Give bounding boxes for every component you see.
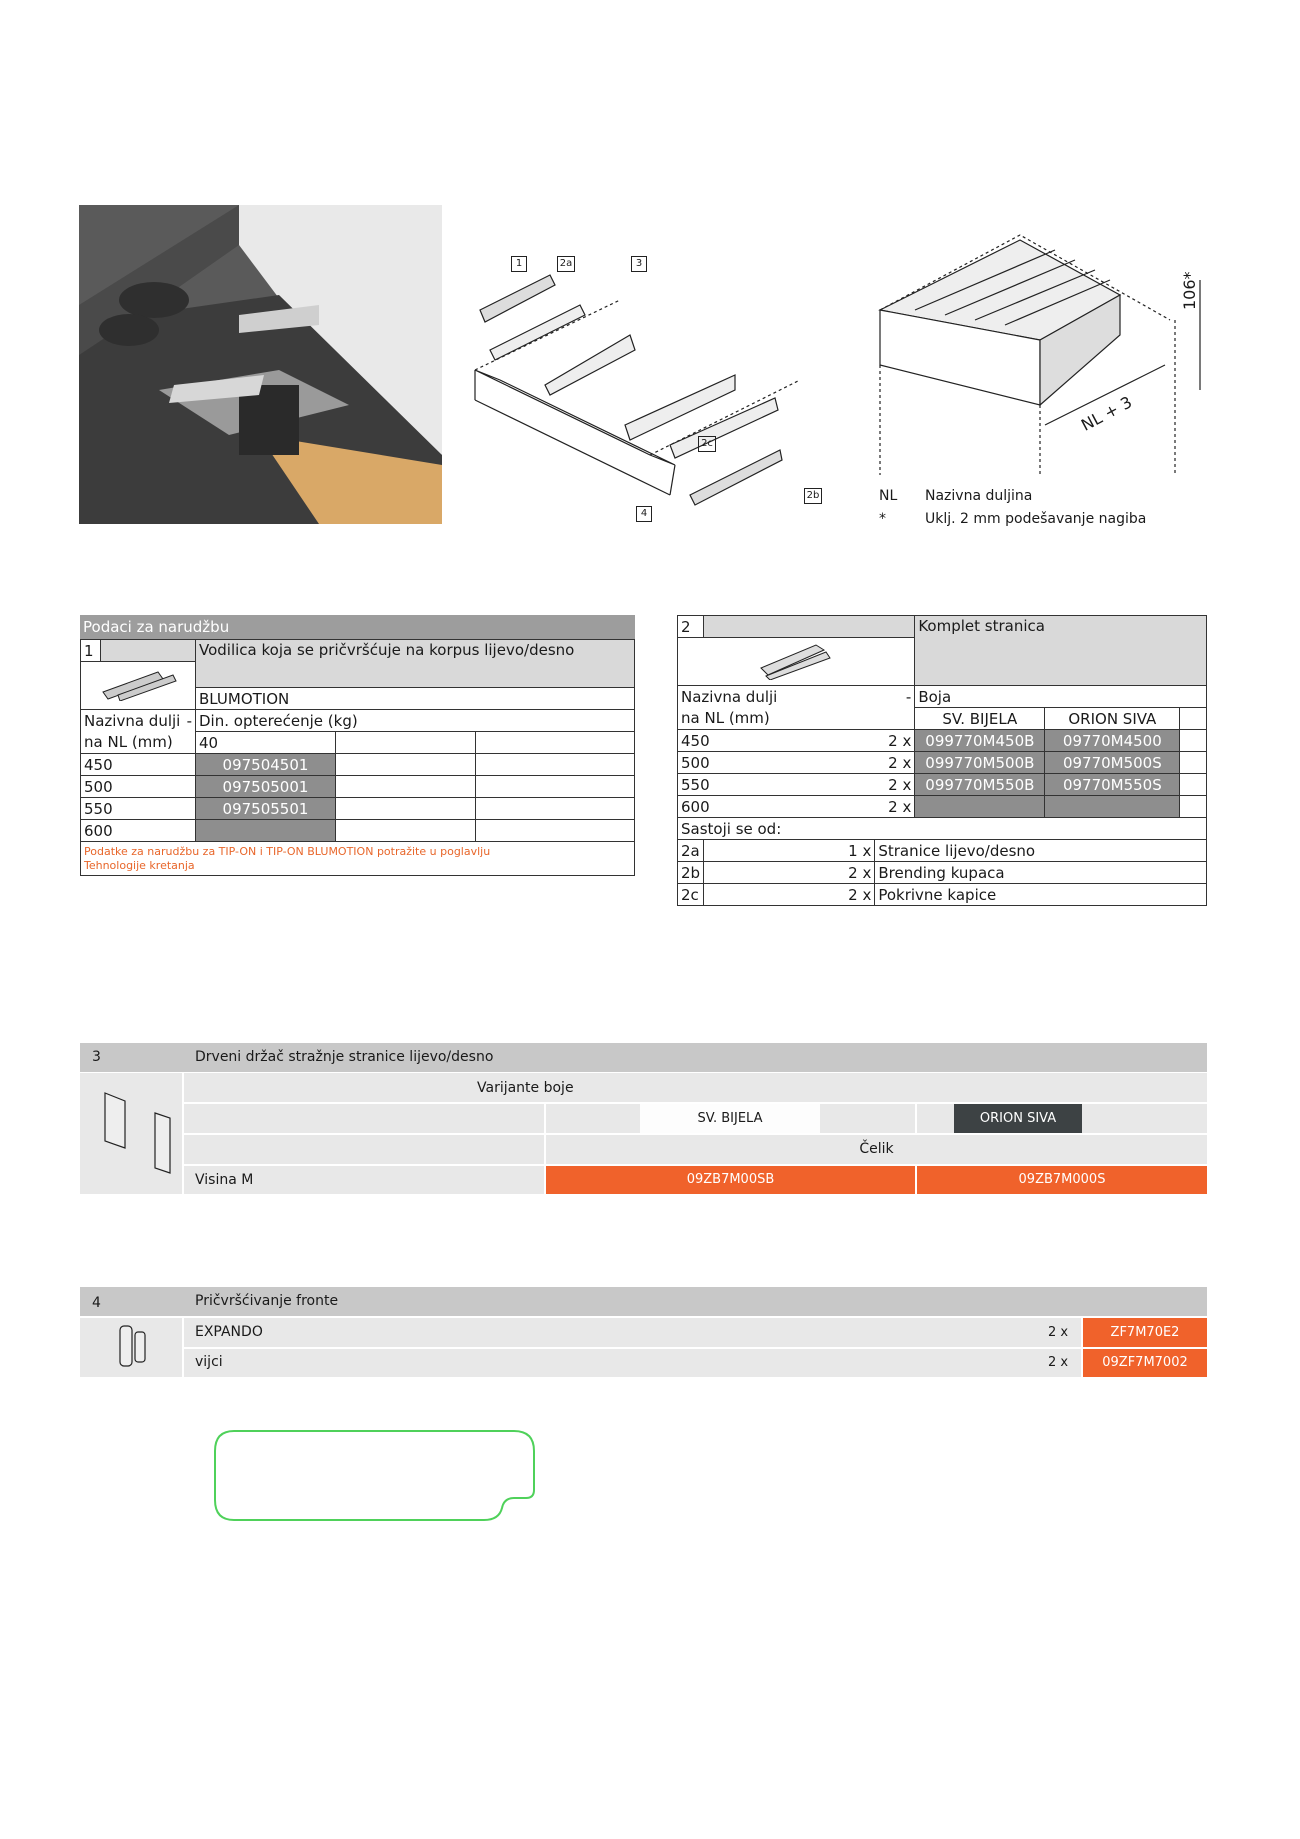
article-code: 097505501: [196, 798, 336, 820]
section-3: [80, 1043, 1207, 1194]
callout-3: 3: [631, 256, 647, 272]
section-4-image-cell: [80, 1318, 182, 1377]
table-row: [81, 820, 635, 842]
table1-brand: BLUMOTION: [196, 688, 635, 710]
empty-cell: [1180, 708, 1207, 730]
part-qty: 2 x: [704, 884, 875, 906]
empty-cell: [336, 732, 476, 754]
qty: 2 x: [875, 774, 915, 796]
list-item: [678, 840, 1207, 862]
empty-cell: [336, 776, 476, 798]
section-4: [80, 1287, 1207, 1377]
section-4-num: 4: [92, 1295, 101, 1311]
part-name: Brending kupaca: [875, 862, 1207, 884]
article-code: 09770M550S: [1045, 774, 1180, 796]
empty-tab-frame: [214, 1430, 536, 1526]
nl-value: 550: [678, 774, 875, 796]
part-id: 2c: [678, 884, 704, 906]
list-item: [678, 884, 1207, 906]
table-row: [678, 774, 1207, 796]
order-table-1: [80, 615, 635, 876]
dim-height-label: 106*: [1180, 271, 1199, 310]
nl-value: 600: [678, 796, 875, 818]
row-bg: [184, 1073, 1207, 1102]
table1-note: Podatke za narudžbu za TIP-ON i TIP-ON BLUMOTION potražite u poglavlju Tehnologije kretanja: [81, 842, 635, 876]
section-3-title: Drveni držač stražnje stranice lijevo/desno: [195, 1049, 494, 1065]
section-3-code2: 09ZB7M000S: [917, 1166, 1207, 1194]
section-3-color1: SV. BIJELA: [640, 1104, 820, 1133]
table2-col-a1: Nazivna dulji: [681, 687, 778, 706]
nl-value: 450: [81, 754, 196, 776]
table2-image-cell: [704, 616, 915, 638]
order-table-2: [677, 615, 1207, 906]
empty-cell: [1180, 796, 1207, 818]
callout-2a: 2a: [557, 256, 575, 272]
section-4-title: Pričvršćivanje fronte: [195, 1293, 339, 1309]
legend-text: Uklj. 2 mm podešavanje nagiba: [925, 511, 1147, 527]
row-bg: [184, 1349, 1081, 1377]
empty-cell: [336, 754, 476, 776]
runner-thumbnail: [81, 662, 196, 710]
empty-cell: [1180, 774, 1207, 796]
table1-load: 40: [196, 732, 336, 754]
nl-value: 550: [81, 798, 196, 820]
table-row: [81, 754, 635, 776]
table1-desc: Vodilica koja se pričvršćuje na korpus lijevo/desno: [196, 640, 635, 688]
section-4-item-qty: 2 x: [1048, 1325, 1069, 1340]
row-bg: [184, 1104, 544, 1133]
table2-color2: ORION SIVA: [1045, 708, 1180, 730]
article-code: [915, 796, 1045, 818]
nl-value: 500: [81, 776, 196, 798]
qty: 2 x: [875, 752, 915, 774]
article-code: 099770M450B: [915, 730, 1045, 752]
callout-4: 4: [636, 506, 652, 522]
empty-cell: [1180, 752, 1207, 774]
article-code: 099770M550B: [915, 774, 1045, 796]
table2-color1: SV. BIJELA: [915, 708, 1045, 730]
table1-title: Podaci za narudžbu: [80, 615, 635, 639]
section-4-item-name: vijci: [195, 1354, 223, 1370]
section-3-material: Čelik: [546, 1135, 1207, 1164]
empty-cell: [476, 732, 635, 754]
nl-value: 500: [678, 752, 875, 774]
legend: [879, 488, 1146, 534]
table-row: [678, 752, 1207, 774]
kitchen-drawer-photo: [79, 205, 442, 524]
table1-col-b: Din. opterećenje (kg): [196, 710, 635, 732]
part-qty: 1 x: [704, 840, 875, 862]
qty: 2 x: [875, 730, 915, 752]
row-bg: [184, 1135, 544, 1164]
table-row: [678, 796, 1207, 818]
row-bg: [184, 1318, 1081, 1347]
qty: 2 x: [875, 796, 915, 818]
side-panel-thumbnail: [678, 638, 915, 686]
table-row: [81, 798, 635, 820]
section-3-row-label: Visina M: [195, 1172, 254, 1188]
empty-cell: [336, 798, 476, 820]
article-code: 099770M500B: [915, 752, 1045, 774]
empty-cell: [336, 820, 476, 842]
section-3-image-cell: [80, 1073, 182, 1194]
nl-value: 600: [81, 820, 196, 842]
list-item: [678, 862, 1207, 884]
dim-width-label: NL + 3: [1078, 392, 1136, 435]
article-code: 097505001: [196, 776, 336, 798]
callout-2c: 2c: [698, 436, 716, 452]
legend-key: NL: [879, 488, 898, 504]
drawer-dimension-diagram: [870, 225, 1215, 490]
table-row: [678, 730, 1207, 752]
part-name: Pokrivne kapice: [875, 884, 1207, 906]
table2-desc: Komplet stranica: [915, 616, 1207, 686]
nl-value: 450: [678, 730, 875, 752]
section-3-color2: ORION SIVA: [954, 1104, 1082, 1133]
part-id: 2a: [678, 840, 704, 862]
table1-image-cell: [101, 640, 196, 662]
exploded-assembly-diagram: [470, 250, 830, 525]
table2-consists: Sastoji se od:: [678, 818, 1207, 840]
section-3-variants: Varijante boje: [477, 1080, 574, 1096]
section-4-item-code: ZF7M70E2: [1083, 1318, 1207, 1347]
legend-key: *: [879, 511, 886, 527]
part-qty: 2 x: [704, 862, 875, 884]
table1-col-a1: Nazivna dulji: [84, 711, 181, 730]
section-4-item-code: 09ZF7M7002: [1083, 1349, 1207, 1377]
section-3-num: 3: [92, 1049, 101, 1065]
article-code: [196, 820, 336, 842]
empty-cell: [476, 754, 635, 776]
part-name: Stranice lijevo/desno: [875, 840, 1207, 862]
table2-num: 2: [678, 616, 704, 638]
table1-dash: -: [186, 711, 192, 730]
table2-col-b: Boja: [915, 686, 1207, 708]
section-4-item-qty: 2 x: [1048, 1355, 1069, 1370]
table-row: [81, 776, 635, 798]
table2-dash: -: [905, 687, 912, 706]
legend-text: Nazivna duljina: [925, 488, 1033, 504]
empty-cell: [476, 798, 635, 820]
empty-cell: [476, 820, 635, 842]
table1-col-a2: na NL (mm): [81, 732, 196, 754]
section-4-item-name: EXPANDO: [195, 1324, 263, 1340]
part-id: 2b: [678, 862, 704, 884]
article-code: 097504501: [196, 754, 336, 776]
section-3-code1: 09ZB7M00SB: [546, 1166, 915, 1194]
empty-cell: [476, 776, 635, 798]
article-code: [1045, 796, 1180, 818]
article-code: 09770M500S: [1045, 752, 1180, 774]
article-code: 09770M4500: [1045, 730, 1180, 752]
table1-num: 1: [81, 640, 101, 662]
table2-col-a2: na NL (mm): [678, 708, 915, 730]
callout-2b: 2b: [804, 488, 822, 504]
callout-1: 1: [511, 256, 527, 272]
empty-cell: [1180, 730, 1207, 752]
